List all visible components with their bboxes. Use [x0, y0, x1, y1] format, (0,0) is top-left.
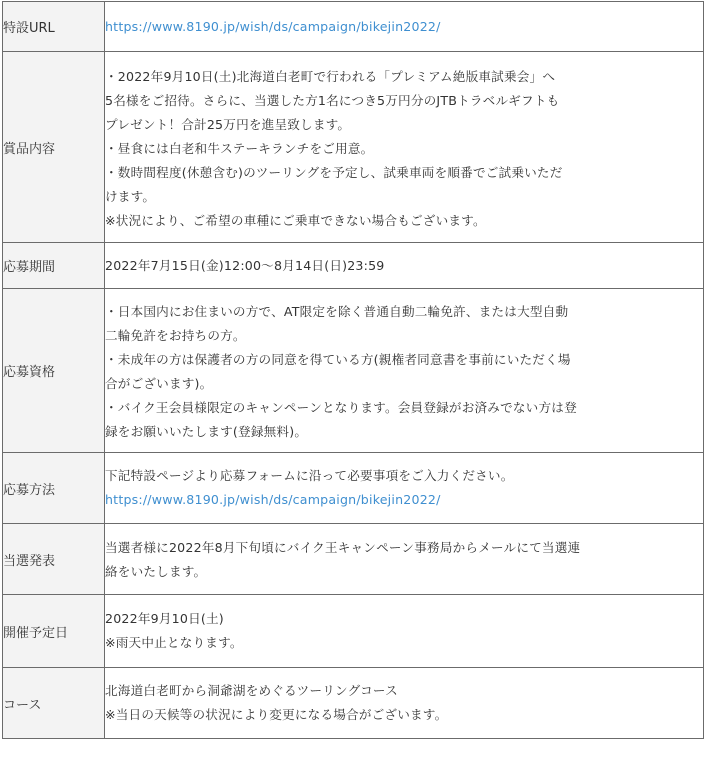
text-line: ※雨天中止となります。: [105, 635, 243, 650]
text-line: ・バイク王会員様限定のキャンペーンとなります。会員登録がお済みでない方は登: [105, 400, 577, 415]
row-entry-period: [3, 243, 704, 289]
row-how-to-enter: [3, 453, 704, 524]
row-prize-details: [3, 52, 704, 243]
text-line: ・2022年9月10日(土)北海道白老町で行われる「プレミアム絶版車試乗会」へ: [105, 69, 556, 84]
text-line: ※状況により、ご希望の車種にご乗車できない場合もございます。: [105, 213, 486, 228]
row-value: [105, 668, 704, 739]
text-line: 5名様をご招待。さらに、当選した方1名につき5万円分のJTBトラベルギフトも: [105, 93, 560, 108]
row-value: [105, 52, 704, 243]
text-line: 絡をいたします。: [105, 564, 207, 579]
row-label: 開催予定日: [3, 595, 105, 668]
text-line: ※当日の天候等の状況により変更になる場合がございます。: [105, 707, 448, 722]
text-line: ・日本国内にお住まいの方で、AT限定を除く普通自動二輪免許、または大型自動: [105, 304, 569, 319]
text-line: プレゼント！合計25万円を進呈致します。: [105, 117, 351, 132]
text-line: 北海道白老町から洞爺湖をめぐるツーリングコース: [105, 683, 398, 698]
entry-page-link[interactable]: https://www.8190.jp/wish/ds/campaign/bikejin2022/: [105, 492, 441, 507]
text-line: 録をお願いいたします(登録無料)。: [105, 424, 308, 439]
text-line: 2022年9月10日(土): [105, 611, 224, 626]
text-line: ・未成年の方は保護者の方の同意を得ている方(親権者同意書を事前にいただく場: [105, 352, 571, 367]
text-line: ・数時間程度(休憩含む)のツーリングを予定し、試乗車両を順番でご試乗いただ: [105, 165, 563, 180]
text-line: 合がございます)。: [105, 376, 213, 391]
row-value: [105, 243, 704, 289]
row-label: コース: [3, 668, 105, 739]
text-line: 当選者様に2022年8月下旬頃にバイク王キャンペーン事務局からメールにて当選連: [105, 540, 581, 555]
row-eligibility: [3, 289, 704, 453]
row-value: [105, 453, 704, 524]
row-label: 賞品内容: [3, 52, 105, 243]
row-event-date: [3, 595, 704, 668]
row-special-url: [3, 2, 704, 52]
text-line: ・昼食には白老和牛ステーキランチをご用意。: [105, 141, 374, 156]
row-winner-announcement: [3, 524, 704, 595]
special-url-link[interactable]: https://www.8190.jp/wish/ds/campaign/bikejin2022/: [105, 18, 441, 34]
row-label: 特設URL: [3, 2, 105, 52]
text-line: 二輪免許をお持ちの方。: [105, 328, 246, 343]
text-line: 2022年7月15日(金)12:00〜8月14日(日)23:59: [105, 257, 385, 273]
row-label: 当選発表: [3, 524, 105, 595]
text-line: けます。: [105, 189, 156, 204]
row-value: [105, 289, 704, 453]
row-course: [3, 668, 704, 739]
text-line: 下記特設ページより応募フォームに沿って必要事項をご入力ください。: [105, 468, 514, 483]
row-label: 応募期間: [3, 243, 105, 289]
row-value: [105, 595, 704, 668]
row-value: [105, 524, 704, 595]
row-label: 応募方法: [3, 453, 105, 524]
campaign-info-table: [2, 1, 704, 739]
row-value: [105, 2, 704, 52]
row-label: 応募資格: [3, 289, 105, 453]
